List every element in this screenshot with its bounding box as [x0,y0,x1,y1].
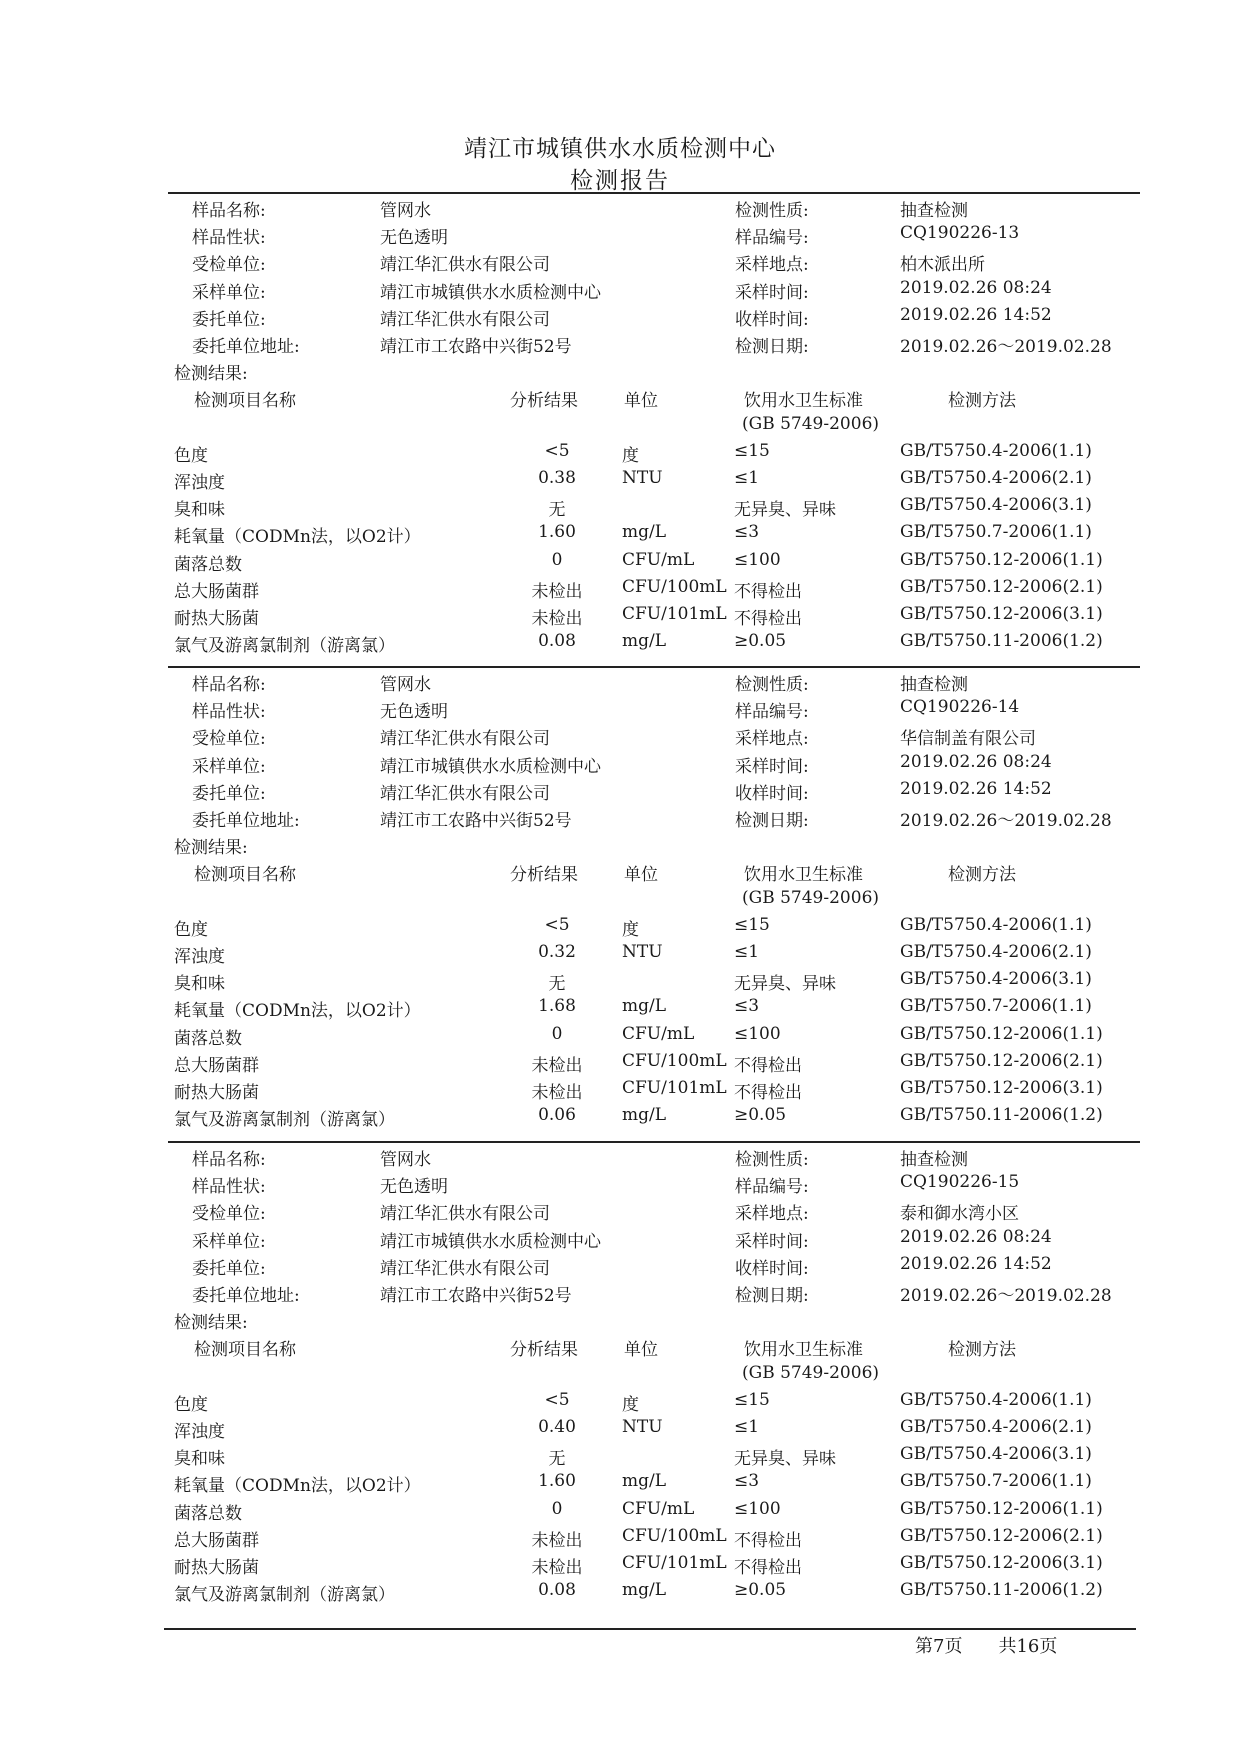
field-value: 无色透明 [380,228,448,249]
field-value: 无色透明 [380,702,448,723]
row-item: 氯气及游离氯制剂（游离氯） [174,636,395,657]
row-unit: 度 [622,919,639,940]
row-method: GB/T5750.4-2006(2.1) [900,1417,1092,1437]
row-unit: 度 [622,445,639,466]
field-label: 样品名称: [192,675,266,695]
sample-block [170,1145,1130,1625]
row-standard: 不得检出 [734,1055,802,1076]
field-value: 靖江市城镇供水水质检测中心 [380,1231,601,1252]
row-unit: CFU/100mL [622,1525,727,1546]
row-method: GB/T5750.4-2006(3.1) [900,1444,1092,1465]
row-unit: mg/L [622,1471,667,1492]
column-header-standard: 饮用水卫生标准 [744,391,863,412]
row-method: GB/T5750.11-2006(1.2) [900,1105,1103,1126]
field-label: 收样时间: [735,783,809,804]
row-method: GB/T5750.4-2006(3.1) [900,969,1092,990]
field-value: 管网水 [380,1150,431,1170]
row-item: 耐热大肠菌 [174,1558,259,1578]
row-method: GB/T5750.12-2006(1.1) [900,1498,1103,1519]
field-value: CQ190226-14 [900,697,1020,718]
row-result: 未检出 [531,1055,583,1076]
row-standard: ≤1 [734,468,760,488]
row-unit: CFU/101mL [622,604,727,624]
row-unit: CFU/100mL [622,1050,727,1071]
row-standard: ≥0.05 [734,1580,787,1601]
column-header-method: 检测方法 [948,391,1016,412]
column-header-standard: 饮用水卫生标准 [744,1340,863,1361]
field-label: 检测性质: [735,201,809,221]
field-value: 靖江华汇供水有限公司 [380,309,550,330]
column-header-result: 分析结果 [510,1340,578,1361]
page-footer [915,1632,1093,1658]
field-label: 检测日期: [735,1286,809,1306]
row-result: 0.32 [538,942,576,962]
row-method: GB/T5750.4-2006(3.1) [900,495,1092,516]
results-heading: 检测结果: [174,1313,248,1334]
row-standard: 不得检出 [734,609,802,629]
column-header-method: 检测方法 [948,1340,1016,1361]
field-label: 检测性质: [735,675,809,695]
row-item: 浑浊度 [174,947,225,967]
field-value: 抽查检测 [900,1150,968,1170]
row-method: GB/T5750.7-2006(1.1) [900,996,1092,1017]
row-method: GB/T5750.11-2006(1.2) [900,631,1103,652]
row-unit: NTU [622,942,663,962]
row-standard: 不得检出 [734,1558,802,1578]
row-method: GB/T5750.4-2006(1.1) [900,440,1092,461]
row-method: GB/T5750.7-2006(1.1) [900,522,1092,543]
field-value: 2019.02.26 08:24 [900,277,1052,298]
row-result: 无 [548,974,566,995]
field-label: 收样时间: [735,1258,809,1279]
row-standard: ≤1 [734,942,760,962]
row-item: 色度 [174,1394,208,1415]
field-label: 样品编号: [735,228,809,249]
row-item: 氯气及游离氯制剂（游离氯） [174,1110,395,1131]
row-item: 耗氧量（CODMn法，以O2计） [174,527,421,548]
row-standard: 无异臭、异味 [734,974,836,995]
field-value: 柏木派出所 [900,255,985,276]
field-label: 受检单位: [192,255,266,276]
field-value: 2019.02.26 08:24 [900,751,1052,772]
field-value: 无色透明 [380,1177,448,1198]
column-header-standard-sub: (GB 5749-2006) [742,413,880,434]
row-result: 0.40 [538,1417,576,1437]
field-label: 受检单位: [192,1204,266,1225]
report-title: 靖江市城镇供水水质检测中心 [464,136,776,162]
row-item: 色度 [174,919,208,940]
field-value: 2019.02.26～2019.02.28 [900,811,1112,831]
field-label: 样品性状: [192,702,266,723]
row-unit: mg/L [622,631,667,652]
footer-divider [164,1628,1136,1630]
row-item: 总大肠菌群 [174,581,259,602]
results-heading: 检测结果: [174,364,248,385]
row-standard: ≤1 [734,1417,760,1437]
field-label: 委托单位: [192,309,266,330]
report-subtitle: 检测报告 [570,168,670,194]
row-unit: CFU/101mL [622,1078,727,1098]
column-header-standard-sub: (GB 5749-2006) [742,1362,880,1383]
field-label: 检测日期: [735,337,809,357]
column-header-result: 分析结果 [510,865,578,886]
field-value: 2019.02.26～2019.02.28 [900,337,1112,357]
row-item: 臭和味 [174,974,225,995]
field-label: 委托单位: [192,1258,266,1279]
field-value: 管网水 [380,201,431,221]
row-result: 1.68 [538,996,576,1017]
field-label: 样品编号: [735,702,809,723]
field-label: 采样单位: [192,756,266,777]
field-label: 采样地点: [735,255,809,276]
column-header-standard: 饮用水卫生标准 [744,865,863,886]
results-heading: 检测结果: [174,838,248,859]
row-unit: CFU/101mL [622,1553,727,1573]
field-label: 检测性质: [735,1150,809,1170]
row-item: 氯气及游离氯制剂（游离氯） [174,1585,395,1606]
row-result: <5 [544,440,570,461]
field-value: 靖江华汇供水有限公司 [380,729,550,750]
row-item: 浑浊度 [174,1422,225,1442]
field-value: 靖江市工农路中兴街52号 [380,811,572,831]
row-standard: 无异臭、异味 [734,1449,836,1470]
field-value: 靖江市工农路中兴街52号 [380,337,572,357]
field-value: 靖江华汇供水有限公司 [380,783,550,804]
field-label: 采样单位: [192,1231,266,1252]
column-header-method: 检测方法 [948,865,1016,886]
sample-block [170,196,1130,676]
row-method: GB/T5750.4-2006(1.1) [900,914,1092,935]
row-item: 总大肠菌群 [174,1530,259,1551]
row-standard: ≤15 [734,1389,770,1410]
column-header-unit: 单位 [624,1340,658,1361]
field-value: 抽查检测 [900,675,968,695]
row-method: GB/T5750.4-2006(2.1) [900,468,1092,488]
row-result: <5 [544,914,570,935]
field-label: 采样地点: [735,1204,809,1225]
row-unit: 度 [622,1394,639,1415]
column-header-item: 检测项目名称 [194,1340,296,1361]
row-result: 未检出 [531,1530,583,1551]
row-standard: ≤15 [734,440,770,461]
row-standard: ≤100 [734,549,781,570]
row-result: 0.38 [538,468,576,488]
field-value: 管网水 [380,675,431,695]
column-header-unit: 单位 [624,865,658,886]
page-number: 第7页 [915,1636,963,1657]
row-item: 耗氧量（CODMn法，以O2计） [174,1476,421,1497]
field-value: 2019.02.26 08:24 [900,1226,1052,1247]
field-value: 泰和御水湾小区 [900,1204,1019,1225]
row-method: GB/T5750.11-2006(1.2) [900,1580,1103,1601]
row-unit: CFU/mL [622,1498,695,1519]
column-header-standard-sub: (GB 5749-2006) [742,887,880,908]
row-unit: CFU/mL [622,549,695,570]
field-value: 靖江华汇供水有限公司 [380,1204,550,1225]
section-divider [168,192,1140,194]
field-label: 委托单位地址: [192,1286,300,1306]
field-label: 委托单位地址: [192,337,300,357]
row-standard: ≤100 [734,1023,781,1044]
row-method: GB/T5750.12-2006(3.1) [900,1553,1103,1573]
row-unit: mg/L [622,1580,667,1601]
field-label: 样品名称: [192,201,266,221]
field-label: 检测日期: [735,811,809,831]
row-standard: 不得检出 [734,1530,802,1551]
sample-block [170,670,1130,1150]
row-item: 耐热大肠菌 [174,609,259,629]
row-unit: NTU [622,468,663,488]
row-method: GB/T5750.12-2006(1.1) [900,549,1103,570]
section-divider [168,1141,1140,1143]
row-method: GB/T5750.12-2006(3.1) [900,604,1103,624]
field-value: 2019.02.26～2019.02.28 [900,1286,1112,1306]
field-label: 采样时间: [735,282,809,303]
field-label: 采样地点: [735,729,809,750]
row-standard: ≥0.05 [734,1105,787,1126]
field-value: 2019.02.26 14:52 [900,304,1052,325]
row-result: 0 [551,1023,563,1044]
field-label: 委托单位地址: [192,811,300,831]
row-item: 菌落总数 [174,1028,242,1049]
row-item: 臭和味 [174,500,225,521]
field-label: 采样时间: [735,1231,809,1252]
row-standard: ≤15 [734,914,770,935]
field-value: 靖江市工农路中兴街52号 [380,1286,572,1306]
field-value: CQ190226-15 [900,1172,1020,1193]
row-standard: ≤3 [734,1471,760,1492]
row-method: GB/T5750.7-2006(1.1) [900,1471,1092,1492]
row-result: 未检出 [531,1558,583,1578]
field-value: CQ190226-13 [900,223,1020,244]
row-method: GB/T5750.4-2006(1.1) [900,1389,1092,1410]
row-standard: ≤3 [734,522,760,543]
row-unit: NTU [622,1417,663,1437]
field-value: 靖江市城镇供水水质检测中心 [380,282,601,303]
field-label: 委托单位: [192,783,266,804]
row-unit: mg/L [622,1105,667,1126]
field-value: 抽查检测 [900,201,968,221]
row-result: 0.08 [538,631,576,652]
row-method: GB/T5750.12-2006(2.1) [900,1525,1103,1546]
field-value: 2019.02.26 14:52 [900,1253,1052,1274]
column-header-result: 分析结果 [510,391,578,412]
field-value: 靖江华汇供水有限公司 [380,255,550,276]
row-unit: CFU/mL [622,1023,695,1044]
column-header-item: 检测项目名称 [194,391,296,412]
row-result: 无 [548,1449,566,1470]
row-item: 总大肠菌群 [174,1055,259,1076]
row-standard: ≥0.05 [734,631,787,652]
field-value: 靖江市城镇供水水质检测中心 [380,756,601,777]
column-header-unit: 单位 [624,391,658,412]
section-divider [168,666,1140,668]
row-result: 未检出 [531,1083,583,1103]
row-result: 0.06 [538,1105,576,1126]
row-item: 菌落总数 [174,1503,242,1524]
row-result: 1.60 [538,522,576,543]
field-label: 受检单位: [192,729,266,750]
row-unit: mg/L [622,996,667,1017]
row-standard: ≤100 [734,1498,781,1519]
row-standard: ≤3 [734,996,760,1017]
row-item: 耐热大肠菌 [174,1083,259,1103]
row-item: 臭和味 [174,1449,225,1470]
row-item: 色度 [174,445,208,466]
field-value: 2019.02.26 14:52 [900,778,1052,799]
row-method: GB/T5750.12-2006(3.1) [900,1078,1103,1098]
field-label: 样品性状: [192,228,266,249]
row-result: 0 [551,1498,563,1519]
row-standard: 无异臭、异味 [734,500,836,521]
row-result: <5 [544,1389,570,1410]
row-result: 0 [551,549,563,570]
row-item: 浑浊度 [174,473,225,493]
row-method: GB/T5750.4-2006(2.1) [900,942,1092,962]
row-result: 未检出 [531,581,583,602]
field-label: 样品性状: [192,1177,266,1198]
row-item: 菌落总数 [174,554,242,575]
row-standard: 不得检出 [734,1083,802,1103]
field-label: 收样时间: [735,309,809,330]
row-method: GB/T5750.12-2006(2.1) [900,576,1103,597]
column-header-item: 检测项目名称 [194,865,296,886]
page-total: 共16页 [998,1636,1058,1657]
row-unit: mg/L [622,522,667,543]
row-standard: 不得检出 [734,581,802,602]
field-label: 样品编号: [735,1177,809,1198]
field-label: 采样时间: [735,756,809,777]
field-label: 样品名称: [192,1150,266,1170]
field-label: 采样单位: [192,282,266,303]
row-unit: CFU/100mL [622,576,727,597]
row-method: GB/T5750.12-2006(2.1) [900,1050,1103,1071]
field-value: 靖江华汇供水有限公司 [380,1258,550,1279]
row-result: 1.60 [538,1471,576,1492]
row-result: 无 [548,500,566,521]
row-result: 未检出 [531,609,583,629]
row-result: 0.08 [538,1580,576,1601]
field-value: 华信制盖有限公司 [900,729,1036,750]
row-item: 耗氧量（CODMn法，以O2计） [174,1001,421,1022]
row-method: GB/T5750.12-2006(1.1) [900,1023,1103,1044]
